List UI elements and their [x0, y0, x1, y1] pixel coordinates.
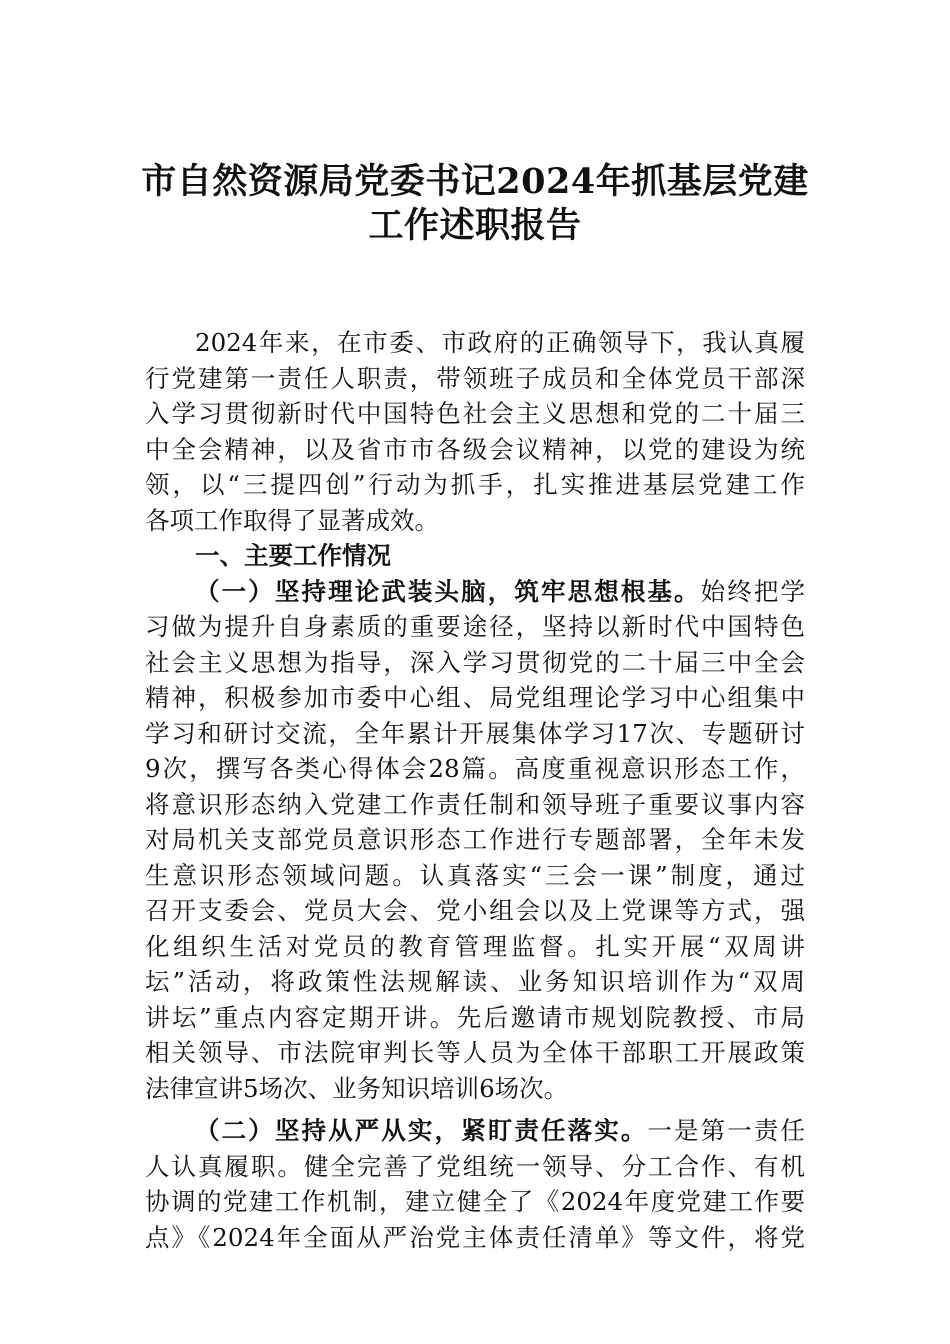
paragraph-text: 始终把学	[700, 576, 806, 606]
paragraph-line: 领，以“三提四创”行动为抓手，扎实推进基层党建工作	[145, 470, 805, 499]
paragraph-line: 协调的党建工作机制，建立健全了《2024年度党建工作要	[145, 1187, 805, 1216]
paragraph-line: 生意识形态领域问题。认真落实“三会一课”制度，通过	[145, 860, 805, 890]
paragraph-line: 人认真履职。健全完善了党组统一领导、分工合作、有机	[145, 1151, 805, 1181]
paragraph-line: 法律宣讲5场次、业务知识培训6场次。	[145, 1073, 569, 1103]
paragraph-line: 习做为提升自身素质的重要途径，坚持以新时代中国特色	[145, 612, 805, 641]
paragraph-line: 召开支委会、党员大会、党小组会以及上党课等方式，强	[145, 896, 805, 925]
paragraph-line: 对局机关支部党员意识形态工作进行专题部署，全年未发	[145, 825, 805, 854]
paragraph-line: 精神，积极参加市委中心组、局党组理论学习中心组集中	[145, 683, 805, 712]
paragraph-line: 讲坛”重点内容定期开讲。先后邀请市规划院教授、市局	[145, 1002, 805, 1032]
paragraph-line: 9次，撰写各类心得体会28篇。高度重视意识形态工作，	[145, 754, 805, 783]
document-title-line2: 工作述职报告	[368, 205, 582, 246]
paragraph-line: 各项工作取得了显著成效。	[145, 505, 439, 535]
subsection-heading: （一）坚持理论武装头脑，筑牢思想根基。	[195, 576, 701, 606]
subsection-2-paragraph	[145, 1113, 805, 1255]
paragraph-line: 化组织生活对党员的教育管理监督。扎实开展“双周讲	[145, 931, 805, 961]
paragraph-line: 学习和研讨交流，全年累计开展集体学习17次、专题研讨	[145, 718, 805, 748]
document-body	[145, 325, 805, 1255]
paragraph-line: 2024年来，在市委、市政府的正确领导下，我认真履	[195, 328, 805, 357]
paragraph-line: 点》《2024年全面从严治党主体责任清单》等文件，将党	[145, 1222, 805, 1252]
paragraph-line: 中全会精神，以及省市市各级会议精神，以党的建设为统	[145, 434, 805, 464]
paragraph-line: 入学习贯彻新时代中国特色社会主义思想和党的二十届三	[145, 399, 805, 428]
paragraph-line: 相关领导、市法院审判长等人员为全体干部职工开展政策	[145, 1038, 805, 1067]
paragraph-spacer	[145, 1106, 805, 1113]
paragraph-text: 一是第一责任	[647, 1116, 806, 1145]
paragraph-line: 行党建第一责任人职责，带领班子成员和全体党员干部深	[145, 363, 805, 393]
paragraph-line: 坛”活动，将政策性法规解读、业务知识培训作为“双周	[145, 967, 805, 996]
subsection-heading: （二）坚持从严从实，紧盯责任落实。	[195, 1116, 648, 1145]
paragraph-line	[145, 1113, 805, 1149]
paragraph-line: 社会主义思想为指导，深入学习贯彻党的二十届三中全会	[145, 647, 805, 677]
paragraph-line: 将意识形态纳入党建工作责任制和领导班子重要议事内容	[145, 789, 805, 819]
section-heading: 一、主要工作情况	[195, 541, 391, 570]
document-title-line1: 市自然资源局党委书记2024年抓基层党建	[141, 161, 809, 202]
intro-paragraph	[145, 325, 805, 538]
paragraph-line	[145, 574, 805, 610]
subsection-1-paragraph	[145, 574, 805, 1107]
